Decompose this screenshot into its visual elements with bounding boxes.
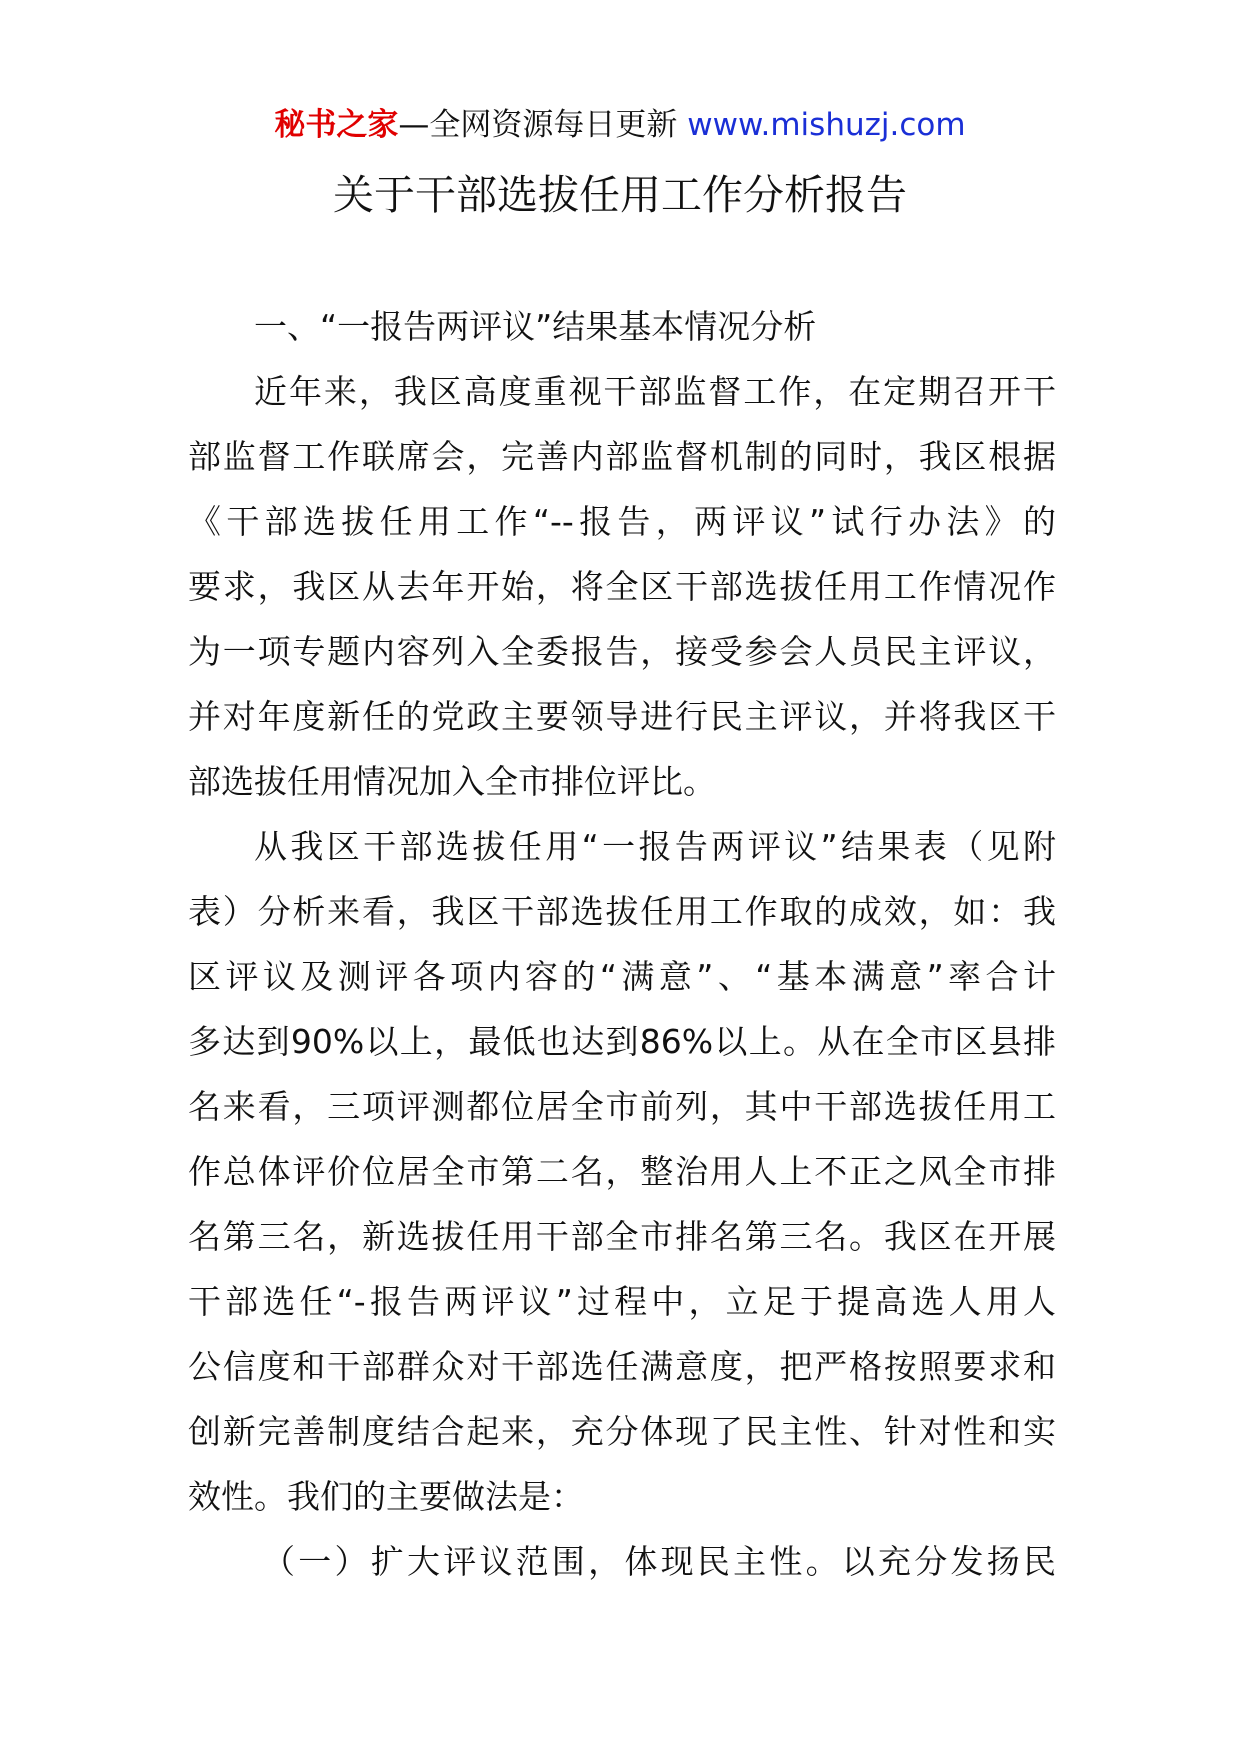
paragraph-line: 从我区干部选拔任用“一报告两评议”结果表（见附 [254, 827, 1056, 866]
site-slogan: —全网资源每日更新 [398, 107, 688, 143]
paragraph-line: 区评议及测评各项内容的“满意”、“基本满意”率合计 [188, 957, 1056, 996]
paragraph-line: 效性。我们的主要做法是： [188, 1477, 584, 1516]
paragraph-line: 作总体评价位居全市第二名，整治用人上不正之风全市排 [188, 1152, 1056, 1191]
paragraph-line: 创新完善制度结合起来，充分体现了民主性、针对性和实 [188, 1412, 1056, 1451]
site-url-link[interactable]: www.mishuzj.com [687, 107, 966, 143]
site-header [0, 100, 1240, 150]
brand-name: 秘书之家 [274, 107, 399, 143]
section-heading: 一、“一报告两评议”结果基本情况分析 [254, 307, 817, 346]
paragraph-line: 部选拔任用情况加入全市排位评比。 [188, 762, 716, 801]
paragraph-line: 《干部选拔任用工作“--报告，两评议”试行办法》的 [188, 502, 1056, 541]
paragraph-line: 部监督工作联席会，完善内部监督机制的同时，我区根据 [188, 437, 1056, 476]
paragraph-line: 近年来，我区高度重视干部监督工作，在定期召开干 [254, 372, 1056, 411]
paragraph-line: 公信度和干部群众对干部选任满意度，把严格按照要求和 [188, 1347, 1056, 1386]
paragraph-line: 要求，我区从去年开始，将全区干部选拔任用工作情况作 [188, 567, 1056, 606]
paragraph-line: 表）分析来看，我区干部选拔任用工作取的成效，如：我 [188, 892, 1056, 931]
paragraph-line: 名来看，三项评测都位居全市前列，其中干部选拔任用工 [188, 1087, 1056, 1126]
subsection-heading: （一）扩大评议范围，体现民主性。以充分发扬民 [262, 1542, 1056, 1581]
paragraph-line: 多达到90%以上，最低也达到86%以上。从在全市区县排 [188, 1022, 1056, 1061]
paragraph-line: 并对年度新任的党政主要领导进行民主评议，并将我区干 [188, 697, 1056, 736]
document-body [188, 294, 1056, 1594]
paragraph-line: 名第三名，新选拔任用干部全市排名第三名。我区在开展 [188, 1217, 1056, 1256]
paragraph-line: 干部选任“-报告两评议”过程中，立足于提高选人用人 [188, 1282, 1056, 1321]
paragraph-line: 为一项专题内容列入全委报告，接受参会人员民主评议， [188, 632, 1056, 671]
document-title: 关于干部选拔任用工作分析报告 [333, 171, 907, 219]
